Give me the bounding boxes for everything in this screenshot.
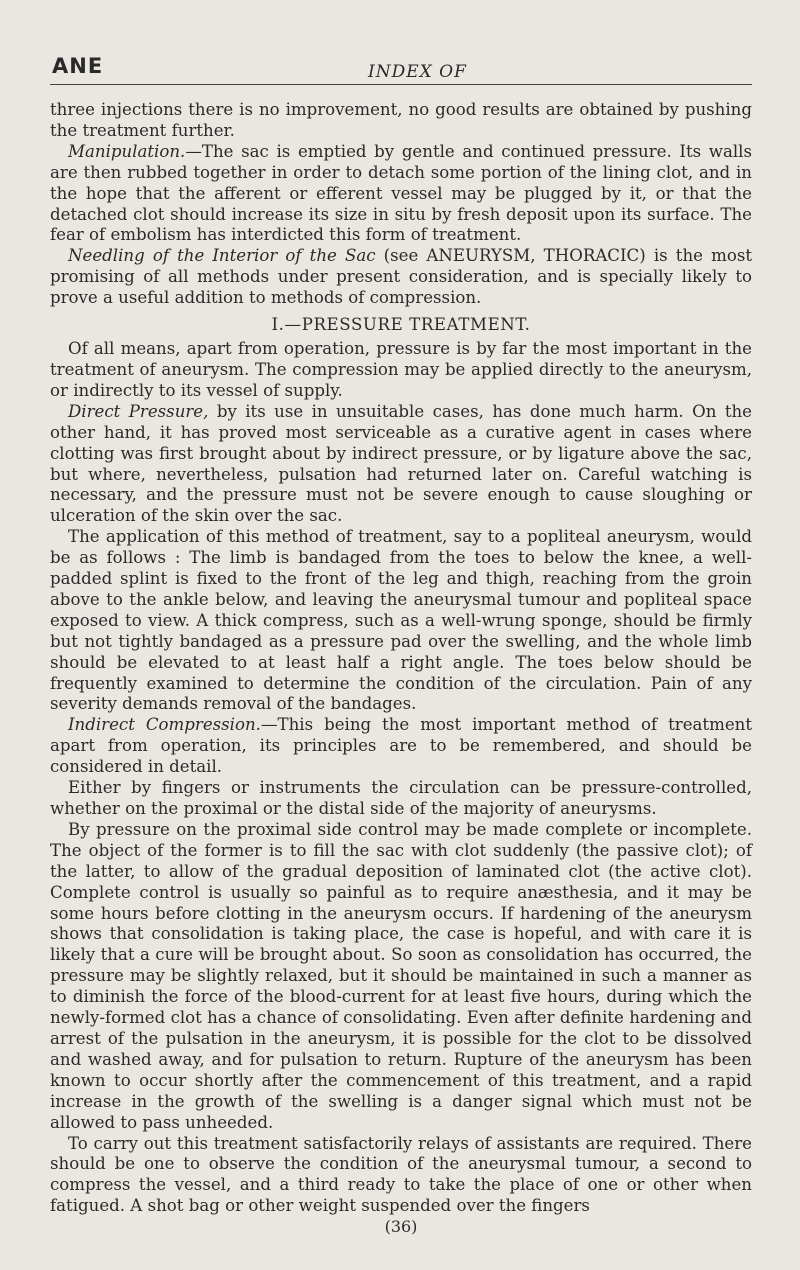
paragraph: To carry out this treatment satisfactorily relays of assistants are required. There should be one to observe the condition of the aneurysmal tumour, a second to compress the vessel, and a third ready to take the place of one or other when fatigued. A shot bag or other weight suspended over the fingers [50, 1133, 752, 1216]
section-heading: I.—PRESSURE TREATMENT. [271, 315, 531, 335]
header-rule [50, 84, 752, 85]
paragraph: three injections there is no improvement, no good results are obtained by pushing the treatment further. [50, 100, 752, 140]
paragraph: Of all means, apart from operation, pressure is by far the most important in the treatment of aneurysm. The compression may be applied directly to the aneurysm, or indirectly to its vessel of supply. [50, 339, 752, 400]
paragraph-lead: Indirect Compression. [68, 715, 261, 735]
paragraph: Manipulation.—The sac is emptied by gentle and continued pressure. Its walls are then rubbed together in order to detach some portion of the lining clot, and in the hope that the afferent or efferent vessel may be plugged by it, or that the detached clot should increase its size in situ by fresh deposit upon its surface. The fear of embolism has interdicted this form of treatment. [50, 141, 752, 245]
running-header [50, 44, 752, 82]
paragraph-lead: Manipulation. [68, 141, 186, 161]
running-head-keyword: ANE [52, 54, 104, 78]
paragraph: Needling of the Interior of the Sac (see ANEURYSM, THORACIC) is the most promising of all methods under present consideration, and is specially likely to prove a useful addition to methods of compression. [50, 246, 753, 308]
paragraph-lead: Direct Pressure, [68, 401, 209, 421]
body-text [50, 100, 752, 1237]
page-number: (36) [384, 1217, 418, 1237]
paragraph: By pressure on the proximal side control may be made complete or incomplete. The object of the former is to fill the sac with clot suddenly (the passive clot); of the latter, to allow of the gradual deposition of laminated clot (the active clot). Complete control is usually so painful as to require anæsthesia, and it may be some hours before clotting in the aneurysm occurs. If hardening of the aneurysm shows that consolidation is taking place, the case is hopeful, and with care it is likely that a cure will be brought about. So soon as consolidation has occurred, the pressure may be slightly relaxed, but it should be maintained in such a manner as to diminish the force of the blood-current for at least five hours, during which the newly-formed clot has a chance of consolidating. Even after definite hardening and arrest of the pulsation in the aneurysm, it is possible for the clot to be dissolved and washed away, and for pulsation to return. Rupture of the aneurysm has been known to occur shortly after the commencement of this treatment, and a rapid increase in the growth of the swelling is a danger signal which must not be allowed to pass unheeded. [50, 819, 752, 1132]
paragraph: The application of this method of treatment, say to a popliteal aneurysm, would be as follows : The limb is bandaged from the toes to below the knee, a well-padded splint is fixed to the front of the leg and thigh, reaching from the groin above to the ankle below, and leaving the aneurysmal tumour and popliteal space exposed to view. A thick compress, such as a well-wrung sponge, should be firmly but not tightly bandaged as a pressure pad over the swelling, and the whole limb should be elevated to at least half a right angle. The toes below should be frequently examined to determine the condition of the circulation. Pain of any severity demands removal of the bandages. [50, 527, 752, 714]
paragraph-lead: Needling of the Interior of the Sac [68, 246, 376, 266]
paragraph: Either by fingers or instruments the circulation can be pressure-controlled, whether on the proximal or the distal side of the majority of aneurysms. [50, 778, 752, 818]
running-head-title: INDEX OF [368, 62, 467, 82]
paragraph: Indirect Compression.—This being the most important method of treatment apart from operation, its principles are to be remembered, and should be considered in detail. [50, 715, 752, 777]
paragraph: Direct Pressure, by its use in unsuitable cases, has done much harm. On the other hand, it has proved most serviceable as a curative agent in cases where clotting was first brought about by indirect pressure, or by ligature above the sac, but where, nevertheless, pulsation had returned later on. Careful watching is necessary, and the pressure must not be severe enough to cause sloughing or ulceration of the skin over the sac. [50, 401, 752, 526]
